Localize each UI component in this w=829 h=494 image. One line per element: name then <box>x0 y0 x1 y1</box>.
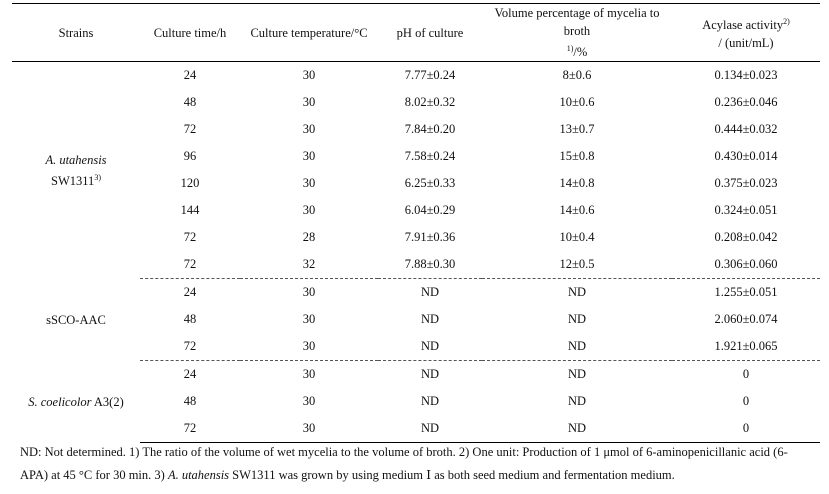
cell-time: 48 <box>183 394 197 409</box>
cell-temp: 30 <box>302 367 316 382</box>
results-table <box>12 4 820 443</box>
table-row <box>12 361 820 389</box>
cell-ph: ND <box>378 333 482 361</box>
cell-activity: 1.921±0.065 <box>672 333 820 361</box>
strain-species: S. coelicolor <box>28 394 92 409</box>
cell-time: 48 <box>183 95 197 110</box>
cell-temp: 28 <box>302 230 316 245</box>
cell-time: 24 <box>183 367 197 382</box>
cell-time: 72 <box>140 251 240 279</box>
cell-time: 24 <box>183 68 197 83</box>
cell-volume: 15±0.8 <box>559 149 595 164</box>
header-acylase <box>672 4 820 62</box>
cell-activity: 0.208±0.042 <box>714 230 778 245</box>
cell-temp: 30 <box>302 68 316 83</box>
cell-ph: ND <box>378 415 482 443</box>
cell-ph: ND <box>420 367 440 382</box>
cell-time: 144 <box>180 203 200 218</box>
strain-name: SW1311 <box>51 173 95 188</box>
cell-ph: 6.25±0.33 <box>404 176 456 191</box>
cell-time: 72 <box>183 122 197 137</box>
cell-time: 48 <box>183 312 197 327</box>
strain-name: A3(2) <box>93 394 124 409</box>
cell-volume: ND <box>567 394 587 409</box>
cell-temp: 30 <box>240 415 378 443</box>
cell-temp: 30 <box>302 203 316 218</box>
cell-temp: 30 <box>302 176 316 191</box>
header-volume-text: Volume percentage of mycelia to broth <box>494 6 660 38</box>
cell-ph: ND <box>420 285 440 300</box>
cell-ph: 7.58±0.24 <box>404 149 456 164</box>
cell-activity: 0.236±0.046 <box>714 95 778 110</box>
cell-temp: 30 <box>302 149 316 164</box>
cell-volume: 13±0.7 <box>559 122 595 137</box>
cell-activity: 0 <box>742 394 750 409</box>
table-body <box>12 62 820 443</box>
cell-activity: 0 <box>742 367 750 382</box>
cell-ph: 7.91±0.36 <box>404 230 456 245</box>
cell-ph: ND <box>420 394 440 409</box>
cell-time: 96 <box>183 149 197 164</box>
cell-volume: ND <box>482 333 672 361</box>
strain-cell <box>12 361 140 443</box>
table-row <box>12 62 820 90</box>
cell-activity: 0.375±0.023 <box>714 176 778 191</box>
header-ph: pH of culture <box>396 25 464 40</box>
cell-volume: ND <box>567 285 587 300</box>
strain-cell <box>12 279 140 361</box>
strain-species: A. utahensis <box>45 152 107 167</box>
cell-activity: 2.060±0.074 <box>714 312 778 327</box>
cell-volume: 10±0.6 <box>559 95 595 110</box>
cell-activity: 0.430±0.014 <box>714 149 778 164</box>
cell-time: 120 <box>180 176 200 191</box>
cell-activity: 0.134±0.023 <box>714 68 778 83</box>
cell-volume: 8±0.6 <box>562 68 592 83</box>
cell-volume: ND <box>482 415 672 443</box>
header-volume-unit: /% <box>573 45 588 60</box>
header-acylase-text: Acylase activity <box>702 18 784 33</box>
cell-activity: 0.444±0.032 <box>714 122 778 137</box>
cell-ph: 8.02±0.32 <box>404 95 456 110</box>
header-acylase-sup: 2) <box>783 17 790 26</box>
footnote-species: A. utahensis <box>167 468 230 482</box>
cell-activity: 0.324±0.051 <box>714 203 778 218</box>
cell-temp: 32 <box>240 251 378 279</box>
cell-activity: 0.306±0.060 <box>672 251 820 279</box>
cell-activity: 0 <box>672 415 820 443</box>
header-row <box>12 4 820 62</box>
footnote-text-end: SW1311 was grown by using medium Ⅰ as both seed medium and fermentation medium. <box>229 468 675 482</box>
cell-volume: ND <box>567 312 587 327</box>
cell-volume: ND <box>567 367 587 382</box>
cell-volume: 14±0.6 <box>559 203 595 218</box>
header-volume-sup: 1) <box>566 44 574 53</box>
cell-ph: 7.88±0.30 <box>378 251 482 279</box>
header-culture-time: Culture time/h <box>153 25 227 40</box>
cell-temp: 30 <box>302 95 316 110</box>
header-culture-temp: Culture temperature/°C <box>250 25 368 40</box>
cell-temp: 30 <box>302 312 316 327</box>
cell-temp: 30 <box>302 285 316 300</box>
cell-ph: 6.04±0.29 <box>404 203 456 218</box>
cell-time: 72 <box>183 230 197 245</box>
cell-time: 72 <box>140 415 240 443</box>
strain-name: sSCO-AAC <box>46 312 106 327</box>
cell-volume: 14±0.8 <box>559 176 595 191</box>
strain-sup: 3) <box>94 172 101 182</box>
header-acylase-unit: / (unit/mL) <box>718 36 774 51</box>
cell-ph: ND <box>420 312 440 327</box>
cell-temp: 30 <box>302 394 316 409</box>
header-strains: Strains <box>58 25 94 40</box>
cell-time: 72 <box>140 333 240 361</box>
cell-ph: 7.77±0.24 <box>404 68 456 83</box>
strain-cell <box>12 62 140 279</box>
header-volume <box>482 4 672 62</box>
footnotes <box>20 441 815 487</box>
cell-volume: 12±0.5 <box>482 251 672 279</box>
footnote-text: ND: Not determined. 1) The ratio of the volume of wet mycelia to the volume of broth. 2) One unit: Production of 1 μmol of 6-aminopenicillanic acid (6-APA) at 45 °C for 30 min. 3) <box>20 445 788 482</box>
cell-ph: 7.84±0.20 <box>404 122 456 137</box>
cell-time: 24 <box>183 285 197 300</box>
cell-activity: 1.255±0.051 <box>714 285 778 300</box>
table-row <box>12 279 820 307</box>
cell-volume: 10±0.4 <box>559 230 595 245</box>
cell-temp: 30 <box>302 122 316 137</box>
cell-temp: 30 <box>240 333 378 361</box>
